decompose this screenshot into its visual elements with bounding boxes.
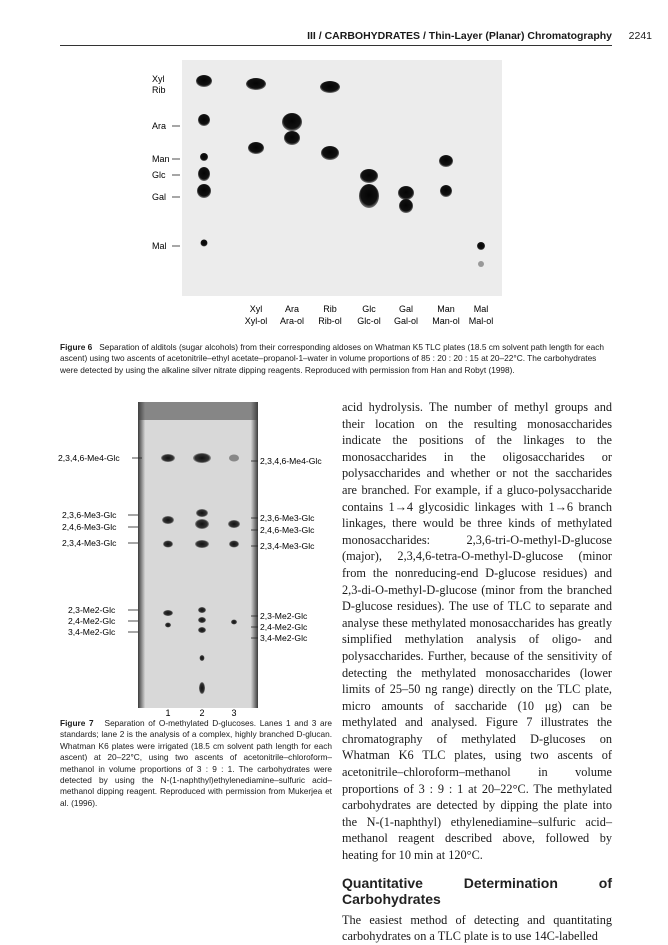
page-number: 2241 xyxy=(628,30,652,42)
lane-bottom-label: Rib-ol xyxy=(318,316,342,326)
lane-top-label: Ara xyxy=(284,304,300,314)
lane-bottom-label: Man-ol xyxy=(432,316,460,326)
spot xyxy=(163,541,173,548)
spot xyxy=(284,131,300,145)
row-label-ara: Ara xyxy=(152,121,167,131)
spot xyxy=(200,153,208,161)
plate-top-band xyxy=(138,402,258,420)
left-label: 2,4,6-Me3-Glc xyxy=(62,522,117,532)
figure-7-caption xyxy=(60,718,332,809)
lane-number: 1 xyxy=(165,708,171,718)
lane-top-label: Gal xyxy=(398,304,414,314)
plate-background xyxy=(138,402,258,708)
spot xyxy=(196,509,208,517)
left-label: 2,3,4,6-Me4-Glc xyxy=(58,453,120,463)
spot xyxy=(162,516,174,524)
spot xyxy=(193,453,211,463)
row-label-glc: Glc xyxy=(152,170,166,180)
spot xyxy=(195,519,209,529)
figure-6 xyxy=(144,60,504,335)
spot xyxy=(201,240,208,247)
spot xyxy=(439,155,453,167)
spot xyxy=(197,184,211,198)
header-rule xyxy=(60,45,612,46)
left-label: 2,4-Me2-Glc xyxy=(68,616,116,626)
right-label: 3,4-Me2-Glc xyxy=(260,633,308,643)
row-label-rib: Rib xyxy=(152,85,166,95)
lane-number: 2 xyxy=(199,708,205,718)
figure-6-tlc-plate xyxy=(144,60,504,335)
right-label: 2,3-Me2-Glc xyxy=(260,611,308,621)
spot xyxy=(228,520,240,528)
lane-bottom-label: Xyl-ol xyxy=(244,316,268,326)
spot xyxy=(198,607,206,613)
right-label: 2,3,4-Me3-Glc xyxy=(260,541,315,551)
spot xyxy=(478,261,484,267)
left-label: 2,3-Me2-Glc xyxy=(68,605,116,615)
left-label: 3,4-Me2-Glc xyxy=(68,627,116,637)
spot xyxy=(359,184,379,208)
plate-background xyxy=(182,60,502,296)
lane-bottom-label: Gal-ol xyxy=(393,316,419,326)
spot xyxy=(321,146,339,160)
figure-7 xyxy=(58,400,334,718)
spot xyxy=(229,455,239,462)
lane-top-label: Mal xyxy=(473,304,489,314)
spot xyxy=(477,242,485,250)
right-label: 2,4,6-Me3-Glc xyxy=(260,525,315,535)
right-label: 2,3,4,6-Me4-Glc xyxy=(260,456,322,466)
lane-top-label: Glc xyxy=(362,304,376,314)
spot xyxy=(196,75,212,87)
row-label-gal: Gal xyxy=(152,192,167,202)
spot xyxy=(282,113,302,131)
lane-bottom-label: Mal-ol xyxy=(468,316,494,326)
figure-7-tlc-plate xyxy=(58,400,334,718)
lane-top-label: Man xyxy=(437,304,455,314)
caption-label: Figure 7 xyxy=(60,718,94,728)
spot xyxy=(399,199,413,213)
spot xyxy=(231,620,237,625)
spot xyxy=(199,682,205,694)
spot xyxy=(229,541,239,548)
spot xyxy=(198,617,206,623)
lane-top-label: Xyl xyxy=(249,304,263,314)
running-header xyxy=(0,30,652,42)
row-label-man: Man xyxy=(152,154,170,164)
lane-top-label: Rib xyxy=(323,304,337,314)
lane-number: 3 xyxy=(231,708,237,718)
spot xyxy=(440,185,452,197)
spot xyxy=(163,610,173,616)
spot xyxy=(398,186,414,200)
body-column xyxy=(342,399,612,945)
figure-6-caption xyxy=(60,342,612,376)
left-label: 2,3,6-Me3-Glc xyxy=(62,510,117,520)
spot xyxy=(248,142,264,154)
spot xyxy=(165,623,171,628)
body-paragraph: acid hydrolysis. The number of methyl groups and their location on the resulting monosaccharides indicate the positions of the linkages to the monosaccharides in the oligosaccharides or polysaccharides and whether or not the saccharides are branched. For example, if a gluco-polysaccharide contains 1→4 glycosidic linkages with 1→6 branch linkages, there would be three kinds of methylated monosaccharides: 2,3,6-tri-O-methyl-D-glucose (major), 2,3,4,6-tetra-O-methyl-D-glucose (minor from the nonreducing-end D-glucose residues) and 2,3-di-O-methyl-D-glucose (minor from the branched D-glucose residues). The use of TLC to separate and analyse these methylated monosaccharides has greatly simplified methylation analysis of oligo- and polysaccharides. Further, because of the sensitivity of detecting the methylated monosaccharides (lower limits of 25–50 ng range) directly on the TLC plate, micro amounts of saccharide (10 μg) can be methylated and analysed. Figure 7 illustrates the chromatography of methylated D-glucoses on Whatman K6 TLC plates, using two ascents of acetonitrile–chloroform–methanol in volume proportions of 3 : 9 : 1 at 20–22°C. The methylated carbohydrates are detected by dipping the plate into the N-(1-naphthyl) ethylenediamine–sulfuric acid–methanol reagent described above, followed by heating for 10 min at 120°C. xyxy=(342,400,612,863)
row-label-xyl: Xyl xyxy=(152,74,165,84)
section-heading: Quantitative Determination of Carbohydrates xyxy=(342,874,612,907)
spot xyxy=(198,627,206,633)
lane-bottom-label: Glc-ol xyxy=(357,316,381,326)
spot xyxy=(200,655,205,661)
spot xyxy=(161,454,175,462)
spot xyxy=(320,81,340,93)
left-label: 2,3,4-Me3-Glc xyxy=(62,538,117,548)
spot xyxy=(246,78,266,90)
row-label-mal: Mal xyxy=(152,241,167,251)
caption-text: Separation of alditols (sugar alcohols) from their corresponding aldoses on Whatman K5 TLC plates (18.5 cm solvent path length for each ascent) using two ascents of acetonitrile–ethyl acetate–propanol-1–water in volume proportions of 85 : 20 : 20 : 15 at 20–22°C. The carbohydrates were detected by using the alkaline silver nitrate dipping reagents. Reproduced with permission from Han and Robyt (1998). xyxy=(60,342,605,375)
caption-text: Separation of O-methylated D-glucoses. Lanes 1 and 3 are standards; lane 2 is the analysis of a complex, highly branched D-glucan. Whatman K6 plates were irrigated (18.5 cm solvent path length for each ascent) at 20–22°C, using two ascents of acetonitrile–chloroform–methanol in volume proportions of 3 : 9 : 1. The carbohydrates were detected by using the N-(1-naphthyl)ethylenediamine–sulfuric acid–methanol dipping reagent. Reproduced with permission from Mukerjea et al. (1996). xyxy=(60,718,332,808)
right-label: 2,3,6-Me3-Glc xyxy=(260,513,315,523)
spot xyxy=(198,167,210,181)
spot xyxy=(360,169,378,183)
body-paragraph: The easiest method of detecting and quantitating carbohydrates on a TLC plate is to use 14C-labelled xyxy=(342,912,612,944)
running-title: III / CARBOHYDRATES / Thin-Layer (Planar) Chromatography xyxy=(307,30,612,42)
spot xyxy=(198,114,210,126)
caption-label: Figure 6 xyxy=(60,342,93,352)
right-label: 2,4-Me2-Glc xyxy=(260,622,308,632)
lane-bottom-label: Ara-ol xyxy=(279,316,305,326)
spot xyxy=(195,540,209,548)
